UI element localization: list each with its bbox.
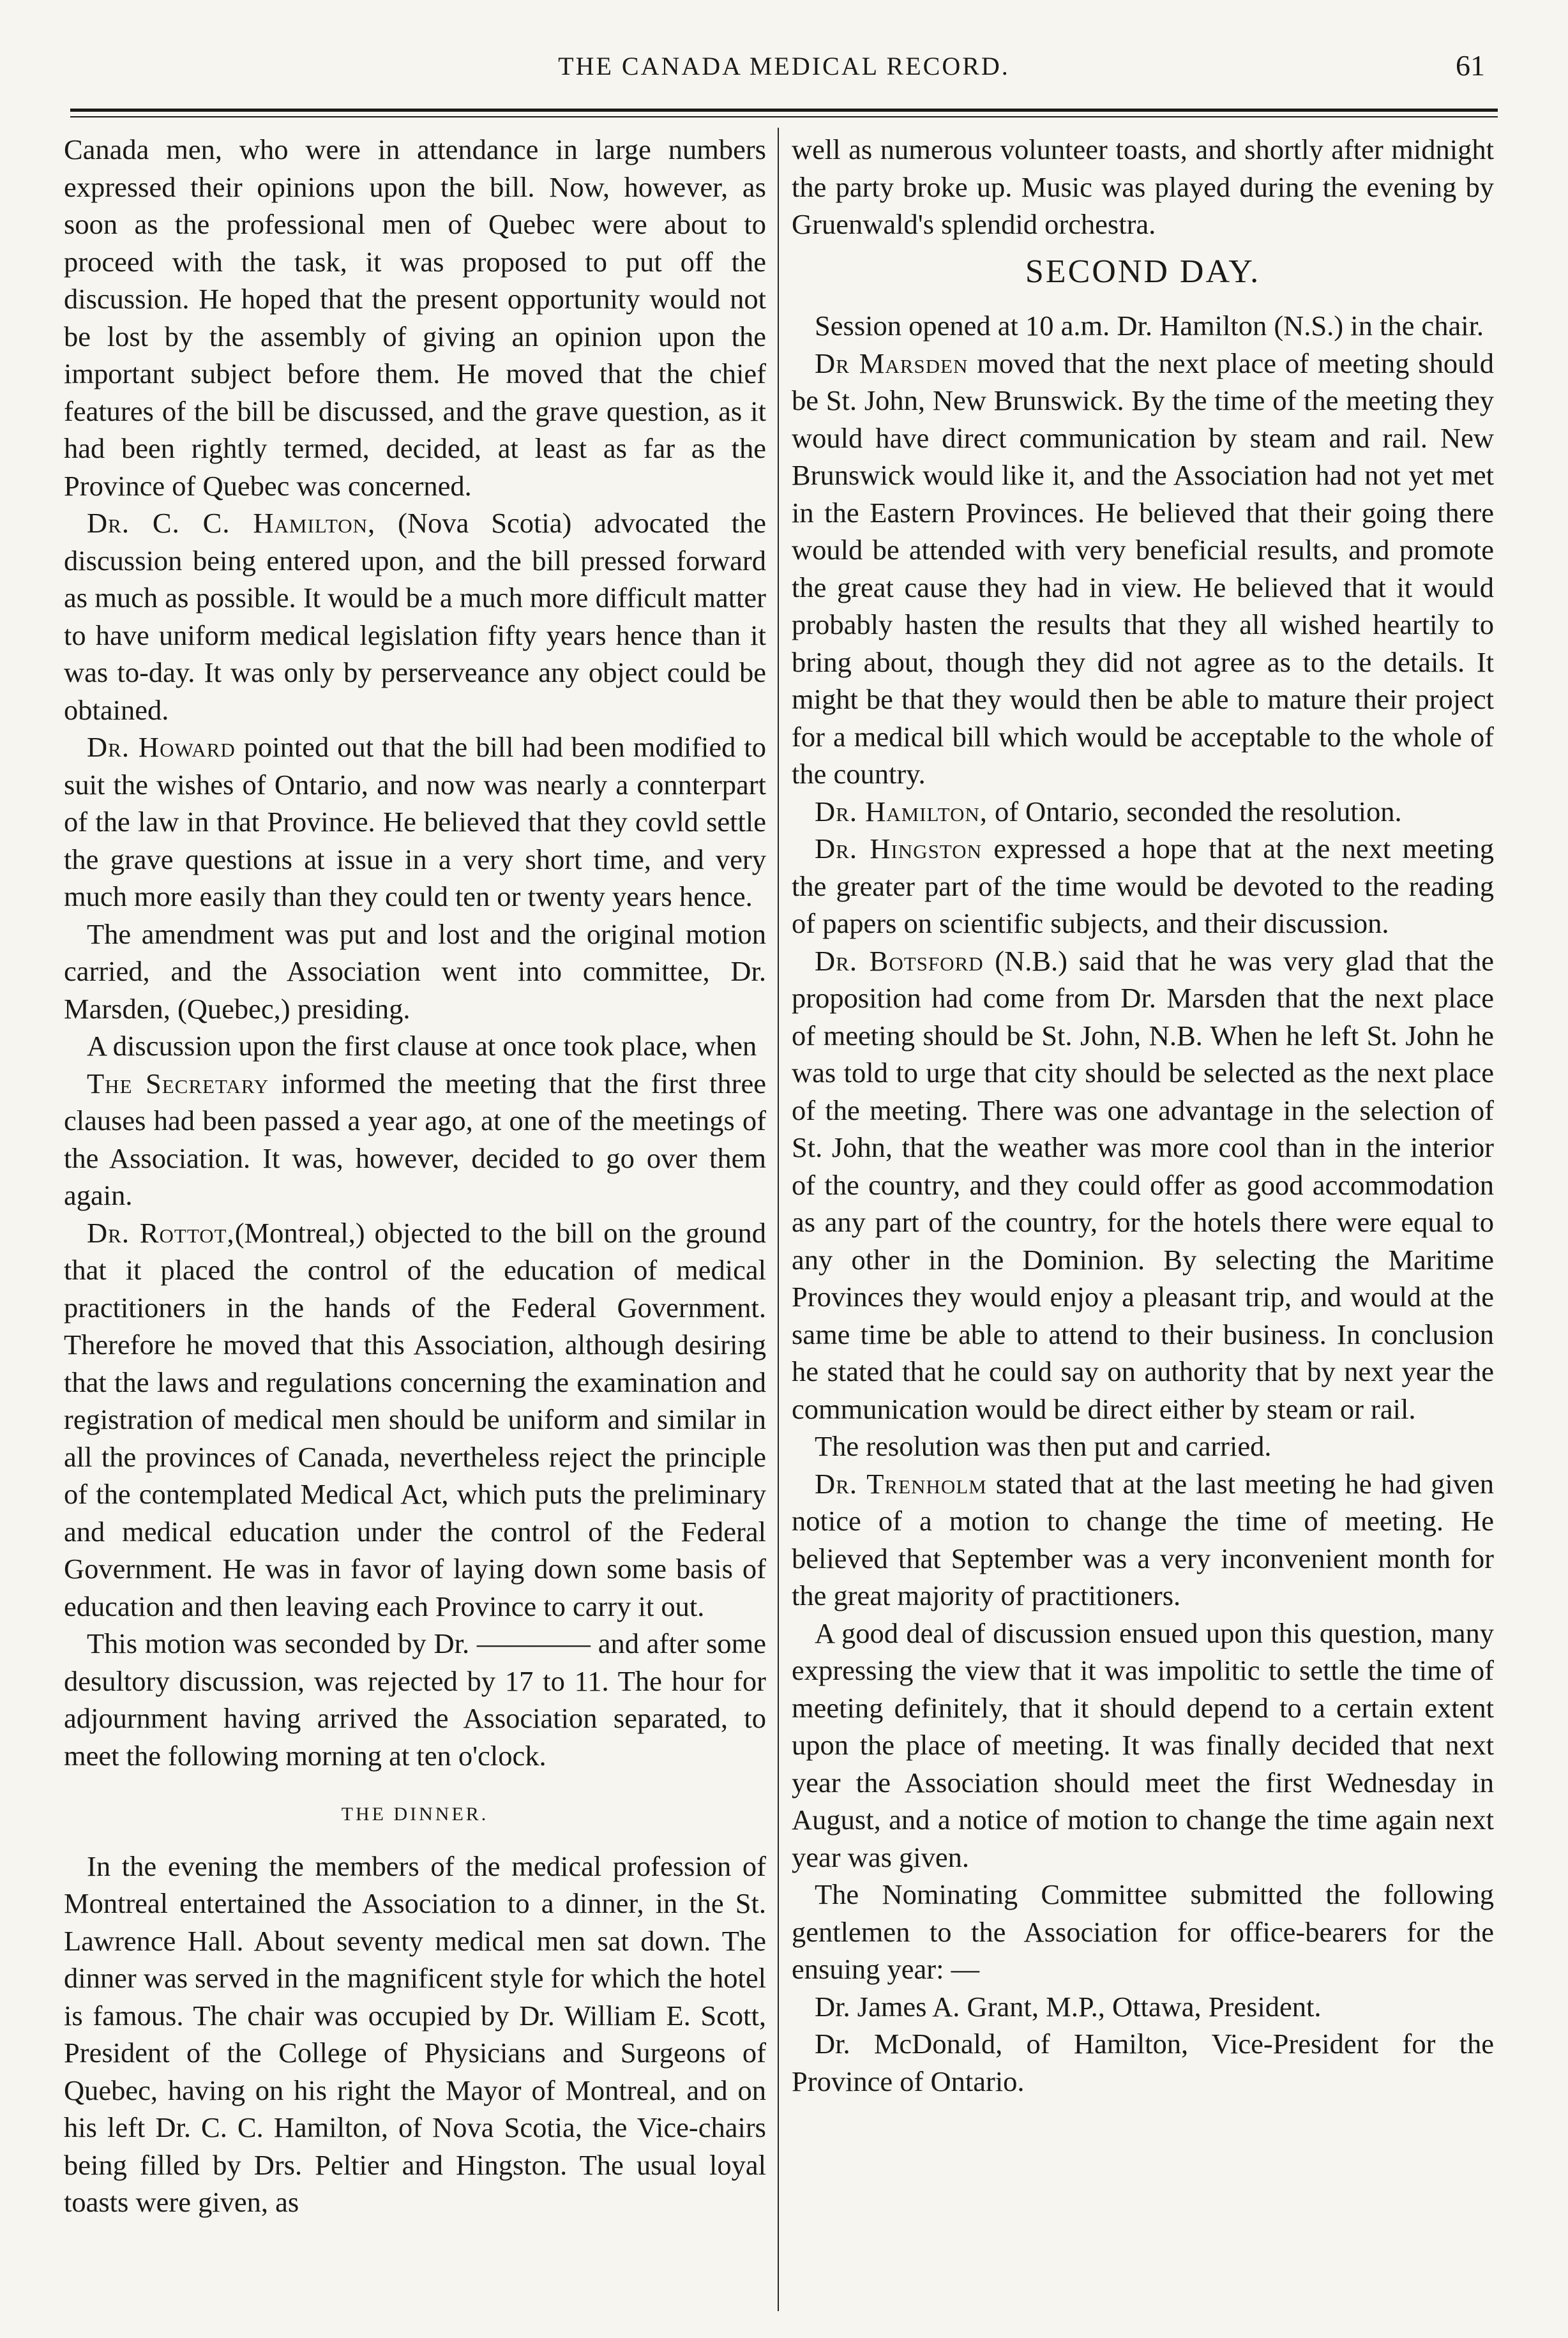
paragraph: well as numerous volunteer toasts, and shortly after midnight the party broke up. Music was played during the evening by Gruenwald's splendid orchestra. [792, 133, 1494, 240]
speaker-name: Dr. Botsford [815, 944, 984, 977]
page-header [70, 46, 1498, 97]
paragraph: The amendment was put and lost and the original motion carried, and the Association went into committee, Dr. Marsden, (Quebec,) presiding. [64, 917, 766, 1025]
paragraph: Dr. James A. Grant, M.P., Ottawa, President. [815, 1990, 1322, 2023]
header-rule-thin [70, 116, 1498, 117]
paragraph [64, 1065, 766, 1214]
right-column [792, 131, 1494, 2314]
paragraph-text: (N.B.) said that he was very glad that the proposition had come from Dr. Marsden that the next place of meeting should be St. John, N.B. When he left St. John he was told to urge that city should be selected as the next place of the meeting. There was one advantage in the selection of St. John, that the weather was more cool than in the interior of the country, and they could offer as good accommodation as any part of the country, for the hotels there were equal to any other in the Dominion. By selecting the Maritime Provinces they would enjoy a pleasant trip, and would at the same time be able to attend to their business. In conclusion he stated that he could say on authority that by next year the communication would be direct either by steam or rail. [792, 944, 1494, 1425]
dinner-heading: THE DINNER. [341, 1804, 489, 1825]
paragraph: In the evening the members of the medical profession of Montreal entertained the Association to a dinner, in the St. Lawrence Hall. About seventy medical men sat down. The dinner was served in the magnificent style for which the hotel is famous. The chair was occupied by Dr. William E. Scott, President of the College of Physicians and Surgeons of Quebec, having on his right the Mayor of Montreal, and on his left Dr. C. C. Hamilton, of Nova Scotia, the Vice-chairs being filled by Drs. Peltier and Hingston. The usual loyal toasts were given, as [64, 1850, 766, 2218]
paragraph-text: pointed out that the bill had been modified to suit the wishes of Ontario, and now was nearly a connterpart of the law in that Province. He believed that they covld settle the grave questions at issue in a very short time, and very much more easily than they could ten or twenty years hence. [64, 731, 766, 912]
speaker-name: Dr. C. C. Hamilton, [87, 507, 376, 539]
paragraph-text: moved that the next place of meeting should be St. John, New Brunswick. By the time of the meeting they would have direct communication by steam and rail. New Brunswick would like it, and the Association had not yet met in the Eastern Provinces. He believed that their going there would be attended with very beneficial results, and promote the great cause they had in view. He believed that it would probably hasten the results that they all wished heartily to bring about, though they did not agree as to the details. It might be that they would then be able to mature their project for a medical bill which would be acceptable to the whole of the country. [792, 347, 1494, 790]
paragraph-text: (Nova Scotia) advocated the discussion being entered upon, and the bill pressed forward as much as possible. It would be a much more difficult matter to have uniform medical legislation fifty years hence than it was to-day. It was only by perserveance any object could be obtained. [64, 507, 766, 726]
speaker-name: Dr. Rottot, [87, 1216, 235, 1249]
second-day-heading: SECOND DAY. [1025, 253, 1261, 290]
paragraph-text: (Montreal,) objected to the bill on the ground that it placed the control of the education of medical practitioners in the hands of the Federal Government. Therefore he moved that this Association, although desiring that the laws and regulations concerning the examination and registration of medical men should be uniform and similar in all the provinces of Canada, nevertheless reject the principle of the contemplated Medical Act, which puts the preliminary and medical education under the control of the Federal Government. He was in favor of laying down some basis of education and then leaving each Province to carry it out. [64, 1216, 766, 1622]
paragraph [64, 728, 766, 916]
paragraph-text: stated that at the last meeting he had given notice of a motion to change the time of meeting. He believed that September was a very inconvenient month for the great majority of practitioners. [792, 1467, 1494, 1611]
paragraph [792, 1465, 1494, 1615]
paragraph: A discussion upon the first clause at once took place, when [87, 1030, 757, 1062]
running-title: THE CANADA MEDICAL RECORD. [558, 52, 1010, 80]
paragraph [792, 345, 1494, 793]
paragraph [64, 1214, 766, 1625]
paragraph: Canada men, who were in attendance in large numbers expressed their opinions upon the bill. Now, however, as soon as the professional men of Quebec were about to proceed with the task, it was proposed to put off the discussion. He hoped that the present opportunity would not be lost by the assembly of giving an opinion upon the important subject before them. He moved that the chief features of the bill be discussed, and the grave question, as it had been rightly termed, decided, at least as far as the Province of Quebec was concerned. [64, 133, 766, 502]
paragraph: The Nominating Committee submitted the following gentlemen to the Association for office-bearers for the ensuing year: — [792, 1878, 1494, 1985]
paragraph: Session opened at 10 a.m. Dr. Hamilton (N.S.) in the chair. [815, 310, 1484, 342]
speaker-name: Dr. Trenholm [815, 1467, 987, 1500]
paragraph [792, 830, 1494, 942]
paragraph-text: of Ontario, seconded the resolution. [987, 795, 1402, 827]
paragraph: Dr. McDonald, of Hamilton, Vice-President for the Province of Ontario. [792, 2028, 1494, 2097]
paragraph [792, 793, 1494, 831]
speaker-name: Dr. Howard [87, 731, 236, 763]
paragraph-text: informed the meeting that the first three clauses had been passed a year ago, at one of the meetings of the Association. It was, however, decided to go over them again. [64, 1067, 766, 1211]
left-column [64, 131, 766, 2314]
header-rule-thick [70, 109, 1498, 112]
paragraph: The resolution was then put and carried. [815, 1430, 1272, 1462]
paragraph: A good deal of discussion ensued upon this question, many expressing the view that it was impolitic to settle the time of meeting definitely, that it should depend to a certain extent upon the place of meeting. It was finally decided that next year the Association should meet the first Wednesday in August, and a notice of motion to change the time again next year was given. [792, 1617, 1494, 1873]
paragraph: This motion was seconded by Dr. ———— and after some desultory discussion, was rejected by 17 to 11. The hour for adjournment having arrived the Association separated, to meet the following morning at ten o'clock. [64, 1627, 766, 1772]
speaker-name: Dr. Hingston [815, 833, 982, 864]
paragraph-text: expressed a hope that at the next meeting the greater part of the time would be devoted to the reading of papers on scientific subjects, and their discussion. [792, 833, 1494, 939]
page-number: 61 [1456, 49, 1485, 82]
paragraph [792, 942, 1494, 1428]
speaker-name: Dr Marsden [815, 347, 969, 379]
speaker-name: Dr. Hamilton, [815, 795, 988, 827]
column-divider [778, 128, 779, 2311]
paragraph [64, 504, 766, 728]
speaker-name: The Secretary [87, 1067, 269, 1099]
